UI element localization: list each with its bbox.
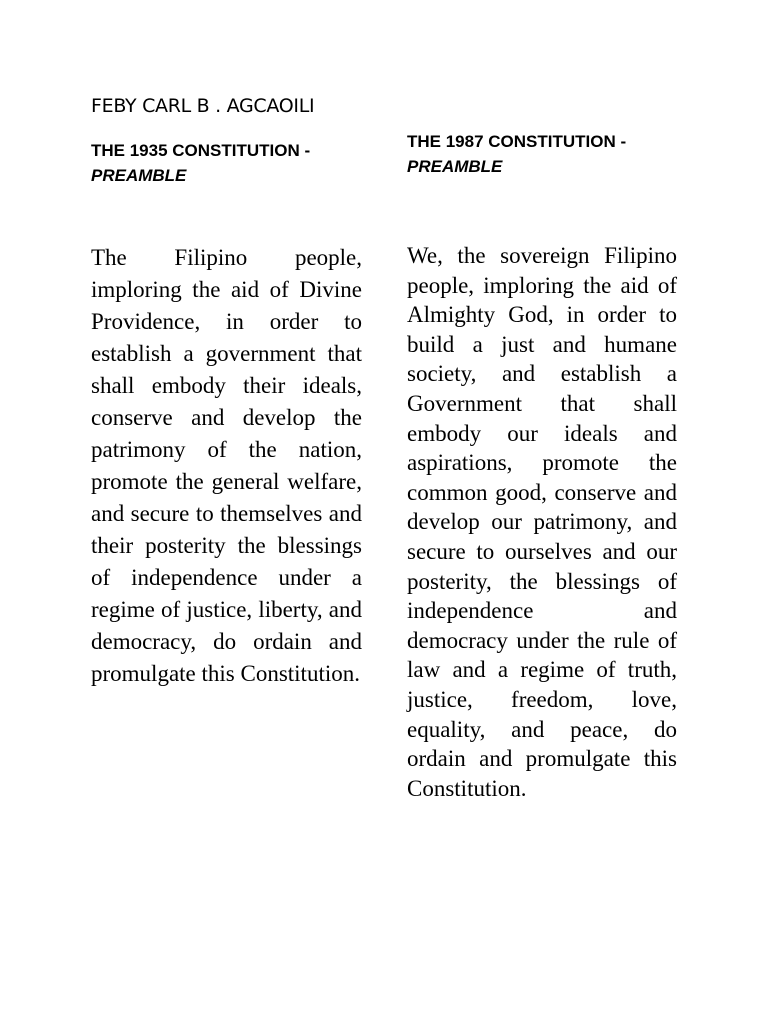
author-name: FEBY CARL B . AGCAOILI [91, 95, 315, 117]
heading-1935-constitution [91, 138, 371, 188]
heading-1987-subtitle: PREAMBLE [407, 157, 503, 176]
heading-1935-subtitle: PREAMBLE [91, 166, 187, 185]
preamble-1935-text: The Filipino people, imploring the aid of Divine Providence, in order to establish a government that shall embody their ideals, conserve and develop the patrimony of the nation, promote the general welfare, and secure to themselves and their posterity the blessings of independence under a regime of justice, liberty, and democracy, do ordain and promulgate this Constitution. [91, 245, 362, 686]
preamble-1987-text: We, the sovereign Filipino people, imploring the aid of Almighty God, in order to build a just and humane society, and establish a Government that shall embody our ideals and aspirations, promote the common good, conserve and develop our patrimony, and secure to ourselves and our posterity, the blessings of independence and democracy under the rule of law and a regime of truth, justice, freedom, love, equality, and peace, do ordain and promulgate this Constitution. [407, 243, 677, 801]
heading-1935-title: THE 1935 CONSTITUTION - [91, 141, 311, 160]
heading-1987-title: THE 1987 CONSTITUTION - [407, 132, 627, 151]
heading-1987-constitution [407, 129, 687, 179]
